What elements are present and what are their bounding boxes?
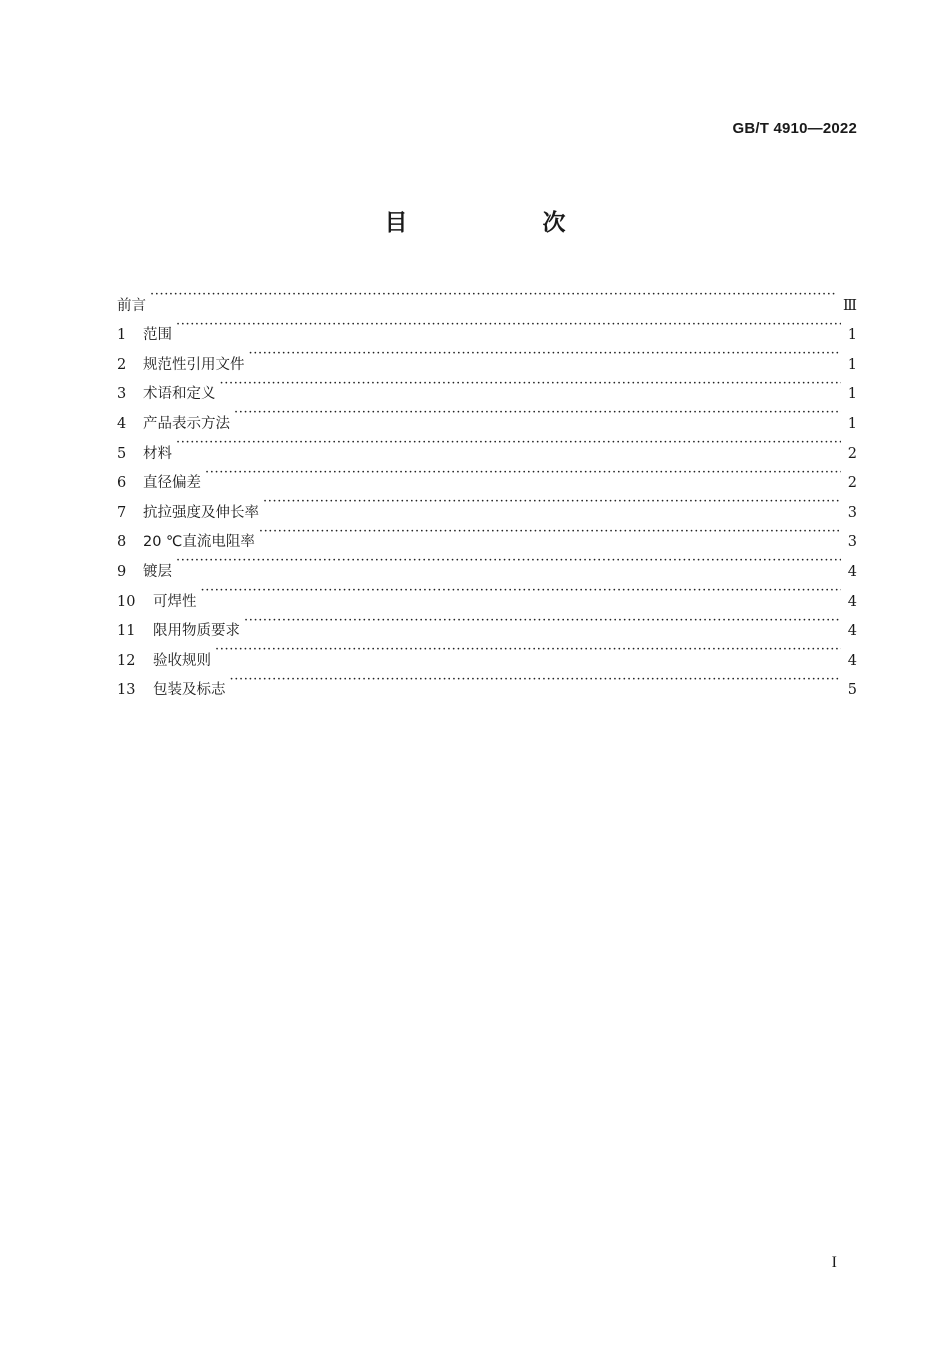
toc-entry-label: 限用物质要求 (153, 623, 240, 640)
toc-entry-13[interactable] (117, 665, 857, 699)
toc-entry-number: 7 (117, 504, 127, 521)
toc-entry-4[interactable] (117, 398, 857, 432)
toc-leader-dots (234, 398, 841, 428)
toc-entry-page: 2 (847, 475, 857, 492)
toc-leader-dots (176, 428, 841, 458)
toc-leader-dots (263, 487, 841, 517)
toc-entry-number: 8 (117, 534, 127, 551)
toc-entry-2[interactable] (117, 339, 857, 373)
toc-entry-number: 11 (117, 623, 136, 640)
toc-entry-page: Ⅲ (843, 297, 857, 314)
table-of-contents (117, 280, 857, 699)
toc-entry-7[interactable] (117, 487, 857, 521)
page-title: 目 次 (384, 210, 622, 236)
toc-entry-label: 抗拉强度及伸长率 (143, 504, 259, 521)
toc-entry-number: 13 (117, 682, 136, 699)
toc-leader-dots (150, 280, 837, 310)
toc-entry-12[interactable] (117, 635, 857, 669)
toc-entry-11[interactable] (117, 606, 857, 640)
toc-leader-dots (215, 635, 841, 665)
toc-entry-label: 材料 (143, 445, 172, 462)
toc-entry-number: 2 (117, 356, 127, 373)
toc-entry-number: 12 (117, 652, 136, 669)
toc-entry-label: 镀层 (143, 563, 172, 580)
page-number: I (831, 1254, 837, 1271)
toc-entry-label: 术语和定义 (143, 386, 216, 403)
toc-entry-page: 4 (847, 623, 857, 640)
toc-entry-page: 2 (847, 445, 857, 462)
standard-code: GB/T 4910—2022 (732, 120, 857, 137)
toc-leader-dots (176, 310, 841, 340)
toc-entry-number: 3 (117, 386, 127, 403)
toc-entry-number: 9 (117, 563, 127, 580)
toc-entry-page: 1 (847, 386, 857, 403)
toc-entry-page: 3 (847, 504, 857, 521)
toc-entry-1[interactable] (117, 310, 857, 344)
toc-leader-dots (201, 576, 842, 606)
toc-entry-label: 规范性引用文件 (143, 356, 245, 373)
toc-leader-dots (230, 665, 842, 695)
toc-entry-page: 3 (847, 534, 857, 551)
toc-entry-label: 范围 (143, 327, 172, 344)
toc-leader-dots (249, 339, 842, 369)
toc-entry-page: 1 (847, 356, 857, 373)
toc-entry-page: 4 (847, 593, 857, 610)
toc-entry-5[interactable] (117, 428, 857, 462)
toc-entry-3[interactable] (117, 369, 857, 403)
toc-leader-dots (244, 606, 841, 636)
toc-entry-number: 6 (117, 475, 127, 492)
toc-leader-dots (176, 546, 841, 576)
toc-entry-label: 可焊性 (153, 593, 197, 610)
toc-entry-label: 前言 (117, 297, 146, 314)
toc-leader-dots (220, 369, 842, 399)
toc-entry-number: 5 (117, 445, 127, 462)
toc-entry-label: 20 ℃直流电阻率 (143, 534, 255, 551)
toc-entry-label: 产品表示方法 (143, 415, 230, 432)
toc-entry-9[interactable] (117, 546, 857, 580)
toc-entry-page: 4 (847, 652, 857, 669)
toc-entry-label: 验收规则 (153, 652, 211, 669)
toc-leader-dots (205, 458, 841, 488)
toc-entry-number: 1 (117, 327, 127, 344)
toc-entry-page: 4 (847, 563, 857, 580)
toc-leader-dots (259, 517, 841, 547)
toc-entry-page: 1 (847, 327, 857, 344)
toc-entry-label: 包装及标志 (153, 682, 226, 699)
toc-entry-label: 直径偏差 (143, 475, 201, 492)
toc-entry-number: 10 (117, 593, 136, 610)
toc-entry-10[interactable] (117, 576, 857, 610)
toc-entry-page: 1 (847, 415, 857, 432)
toc-entry-foreword[interactable] (117, 280, 857, 314)
toc-entry-number: 4 (117, 415, 127, 432)
toc-entry-6[interactable] (117, 458, 857, 492)
toc-entry-page: 5 (847, 682, 857, 699)
